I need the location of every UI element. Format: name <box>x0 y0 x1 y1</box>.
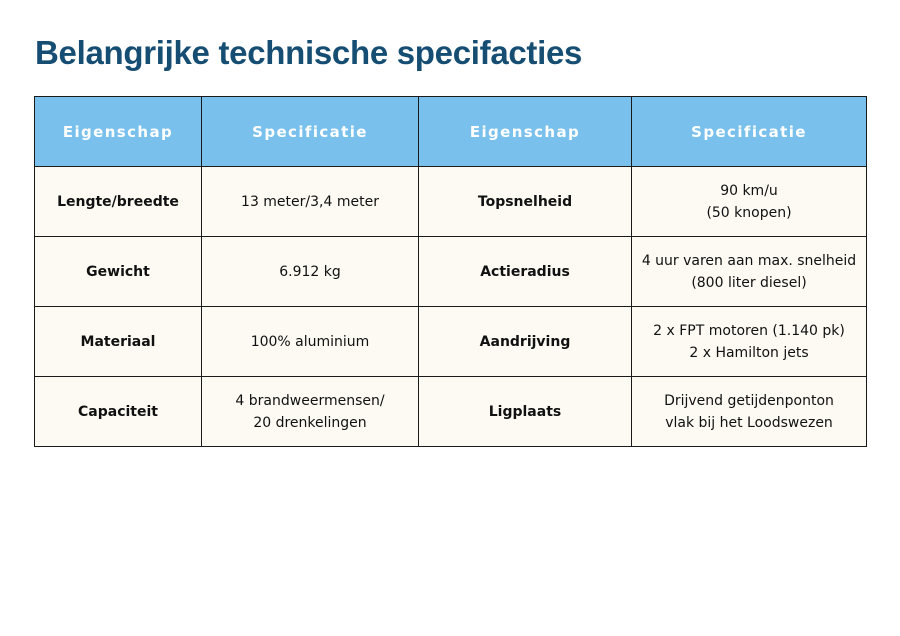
value-cell <box>202 307 419 377</box>
value-cell <box>202 377 419 447</box>
value-cell <box>632 167 867 237</box>
value-cell <box>632 307 867 377</box>
property-cell: Topsnelheid <box>419 167 632 237</box>
value-cell <box>632 377 867 447</box>
header-specification-right: Specificatie <box>632 97 867 167</box>
property-cell: Actieradius <box>419 237 632 307</box>
value-line: (50 knopen) <box>706 204 792 221</box>
property-cell: Capaciteit <box>35 377 202 447</box>
value-line: 2 x FPT motoren (1.140 pk) <box>653 322 845 339</box>
property-cell: Materiaal <box>35 307 202 377</box>
table-row <box>35 167 867 237</box>
table-row <box>35 377 867 447</box>
table-row <box>35 237 867 307</box>
table-row <box>35 307 867 377</box>
value-line: 100% aluminium <box>250 333 370 350</box>
value-line: 90 km/u <box>720 182 778 199</box>
value-line: 13 meter/3,4 meter <box>241 193 379 210</box>
header-specification-left: Specificatie <box>202 97 419 167</box>
value-cell <box>202 167 419 237</box>
property-cell: Ligplaats <box>419 377 632 447</box>
value-line: 2 x Hamilton jets <box>689 344 809 361</box>
value-line: vlak bij het Loodswezen <box>665 414 833 431</box>
header-property-right: Eigenschap <box>419 97 632 167</box>
specs-table <box>34 96 867 447</box>
value-line: 20 drenkelingen <box>253 414 367 431</box>
value-cell <box>632 237 867 307</box>
value-line: Drijvend getijdenponton <box>664 392 834 409</box>
value-line: 4 uur varen aan max. snelheid <box>641 252 857 269</box>
property-cell: Lengte/breedte <box>35 167 202 237</box>
value-line: (800 liter diesel) <box>691 274 807 291</box>
property-cell: Aandrijving <box>419 307 632 377</box>
header-property-left: Eigenschap <box>35 97 202 167</box>
value-line: 4 brandweermensen/ <box>235 392 385 409</box>
page-title: Belangrijke technische specifacties <box>35 34 583 71</box>
value-line: 6.912 kg <box>279 263 341 280</box>
table-header-row <box>35 97 867 167</box>
value-cell <box>202 237 419 307</box>
property-cell: Gewicht <box>35 237 202 307</box>
